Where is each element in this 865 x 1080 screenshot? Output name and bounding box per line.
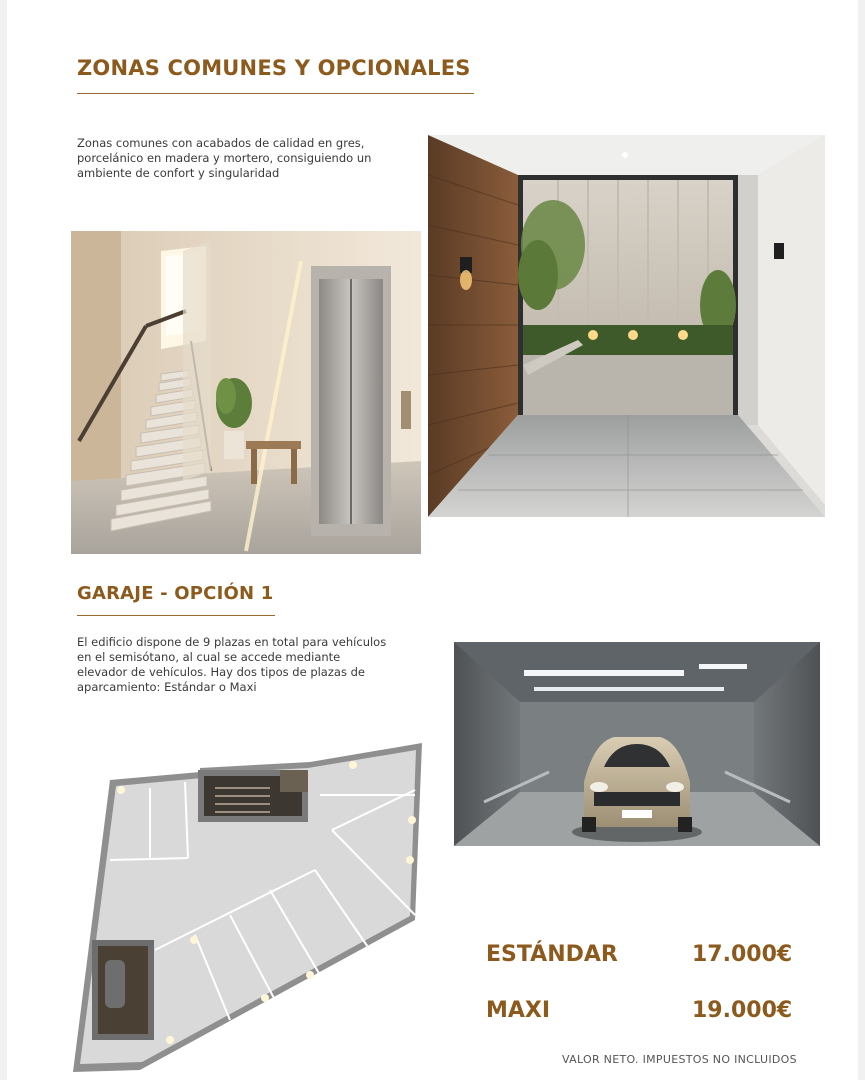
standard-price-value: 17.000€ [692, 942, 793, 967]
common-zones-title-underline [77, 93, 474, 94]
garage-description-line: en el semisótano, al cual se accede mediante [77, 650, 341, 664]
common-zones-title: ZONAS COMUNES Y OPCIONALES [77, 56, 471, 80]
standard-price-label: ESTÁNDAR [486, 942, 618, 967]
garage-title: GARAJE - OPCIÓN 1 [77, 583, 274, 604]
common-zones-description [77, 136, 407, 181]
common-zones-description-line: porcelánico en madera y mortero, consiguiendo un [77, 151, 372, 165]
garage-description-line: aparcamiento: Estándar o Maxi [77, 680, 257, 694]
garage-description-line: El edificio dispone de 9 plazas en total para vehículos [77, 635, 387, 649]
garage-title-underline [77, 615, 275, 616]
maxi-price-label: MAXI [486, 998, 551, 1023]
maxi-price-value: 19.000€ [692, 998, 793, 1023]
common-zones-description-line: ambiente de confort y singularidad [77, 166, 280, 180]
common-zones-description-line: Zonas comunes con acabados de calidad en gres, [77, 136, 365, 150]
garage-description [77, 635, 417, 695]
garage-description-line: elevador de vehículos. Hay dos tipos de plazas de [77, 665, 365, 679]
garage-floor-plan [70, 740, 426, 1075]
price-footnote: VALOR NETO. IMPUESTOS NO INCLUIDOS [562, 1053, 797, 1066]
hallway-patio-photo [428, 135, 825, 517]
stairwell-photo [71, 231, 421, 554]
car-elevator-photo [454, 642, 820, 846]
